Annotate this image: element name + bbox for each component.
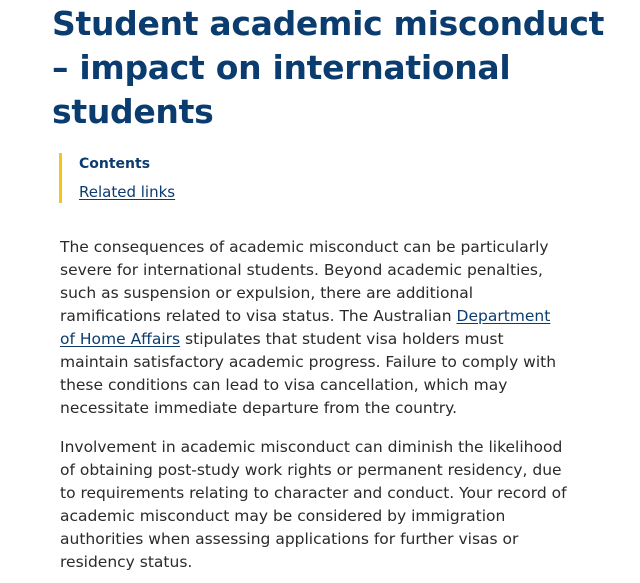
contents-heading: Contents [79, 156, 151, 172]
contents-box [59, 153, 175, 203]
related-links-link[interactable]: Related links [79, 183, 176, 201]
body-paragraph-1 [60, 236, 570, 420]
paragraph-1-text-before-link: The consequences of academic misconduct can be particularly severe for international students. Beyond academic penalties, such as suspension or expulsion, there are additional ramifications related to visa status. The Australian [60, 238, 549, 325]
body-paragraph-2: Involvement in academic misconduct can diminish the likelihood of obtaining post-study work rights or permanent residency, due to requirements relating to character and conduct. Your record of academic misconduct may be considered by immigration authorities when assessing applications for further visas or residency status. [60, 438, 567, 571]
page-title: Student academic misconduct – impact on international students [52, 4, 605, 131]
paragraph-1-text-after-link: stipulates that student visa holders must maintain satisfactory academic progress. Failure to comply with these conditions can lead to visa cancellation, which may necessitate immediate departure from the country. [60, 330, 557, 417]
department-of-home-affairs-link[interactable]: Department of Home Affairs [60, 307, 551, 348]
